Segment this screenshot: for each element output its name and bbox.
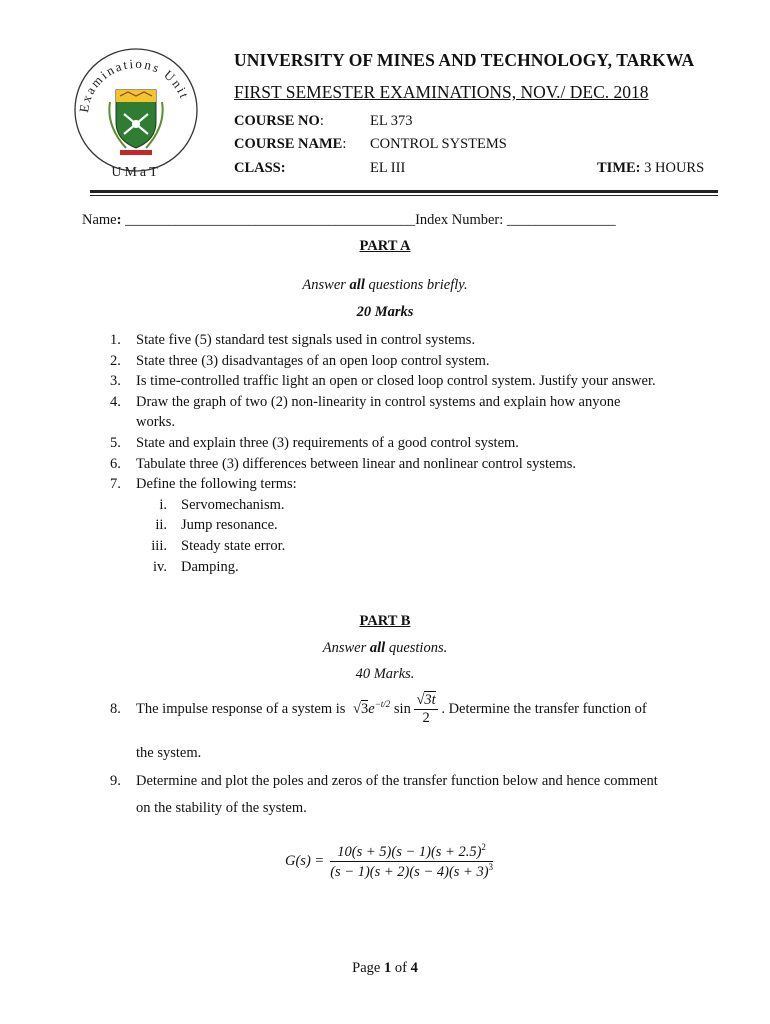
question-8: 8. The impulse response of a system is $√3e^{-t/2}$ sin $\frac{√3t}{2}$ . Determine the transfer function of [110,692,647,726]
transfer-function: G(s) = $\frac{10(s + 5)(s - 1)(s + 2.5)^2}{(s - 1)(s + 2)(s - 4)(s + 3)^3}$ [285,842,494,880]
seal-arc-text: Examinations Unit [76,55,193,114]
part-b-instruction: Answer all questions. [322,640,448,656]
course-no-label: COURSE NO: [234,113,324,129]
header-divider-thick [90,190,718,193]
part-a-question-list [110,330,696,577]
question-item: 7. Define the following terms: [110,476,297,493]
question-8-continued: the system. [136,745,202,761]
exam-time: TIME: 3 HOURS [597,160,705,176]
index-number-field: Index Number: _______________ [415,212,616,228]
part-a-marks: 20 Marks [356,304,414,320]
question-item: 6. Tabulate three (3) differences between linear and nonlinear control systems. [110,455,576,472]
part-b-marks: 40 Marks. [355,666,415,682]
question-item: 4. Draw the graph of two (2) non-linearity in control systems and explain how anyone works. [110,393,621,431]
question-item: 1. State five (5) standard test signals used in control systems. [110,332,476,348]
question-9-continued: on the stability of the system. [136,800,307,816]
seal-umat-text: UMaT [111,165,161,180]
part-a-heading: PART A [359,238,411,254]
header-divider-thin [90,195,718,196]
question-9: 9. Determine and plot the poles and zeros of the transfer function below and hence comment [110,773,658,789]
term-item: iii. Steady state error. [151,537,286,554]
question-item: 3. Is time-controlled traffic light an open or closed loop control system. Justify your answer. [110,373,656,390]
term-item: ii. Jump resonance. [155,517,278,534]
umat-examinations-seal [72,44,200,186]
page-number: Page 1 of 4 [352,960,418,976]
class-label: CLASS: [234,160,286,176]
part-b-heading: PART B [359,613,411,629]
exam-title: FIRST SEMESTER EXAMINATIONS, NOV./ DEC. 2018 [234,82,649,102]
question-item: 2. State three (3) disadvantages of an open loop control system. [110,352,490,369]
part-a-instruction: Answer all questions briefly. [302,277,468,293]
university-title: UNIVERSITY OF MINES AND TECHNOLOGY, TARKWA [234,50,695,70]
question-item: 5. State and explain three (3) requirements of a good control system. [110,434,519,451]
course-name-label: COURSE NAME: [234,136,347,152]
term-item: i. Servomechanism. [159,496,285,513]
class-value: EL III [370,160,406,176]
impulse-response-expression: $√3e^{-t/2}$ sin $\frac{√3t}{2}$ [353,692,436,726]
course-no-value: EL 373 [370,113,413,129]
course-name-value: CONTROL SYSTEMS [370,136,507,152]
term-item: iv. Damping. [153,558,239,575]
candidate-name-line: Name: ________________________________________Index Number: _______________ [82,212,616,228]
